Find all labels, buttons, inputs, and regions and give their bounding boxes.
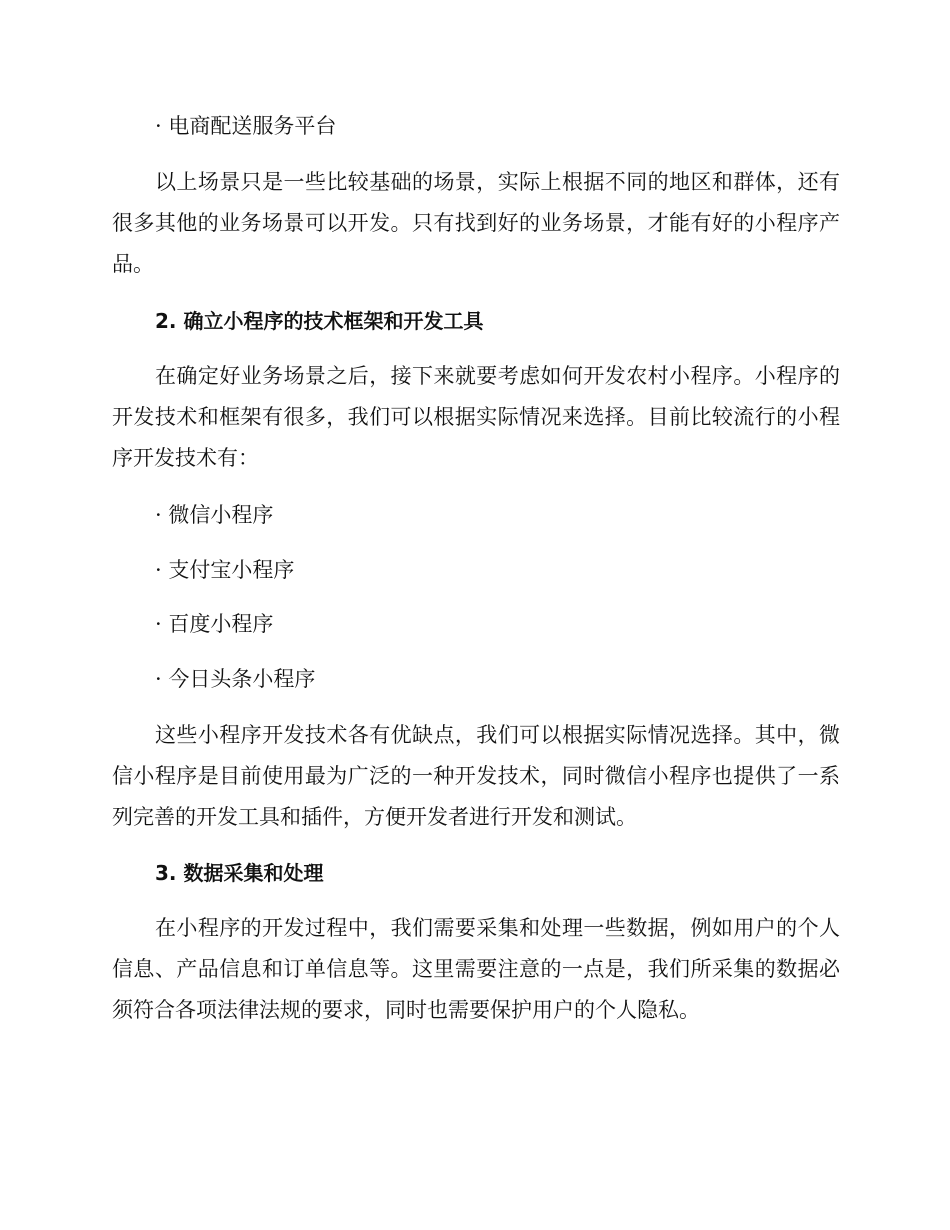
paragraph-dev-tech-intro: 在确定好业务场景之后，接下来就要考虑如何开发农村小程序。小程序的开发技术和框架有很多，我们可以根据实际情况来选择。目前比较流行的小程序开发技术有： <box>112 364 840 470</box>
section-heading-data: 3. 数据采集和处理 <box>155 861 324 885</box>
paragraph-tech-comparison: 这些小程序开发技术各有优缺点，我们可以根据实际情况选择。其中，微信小程序是目前使用最为广泛的一种开发技术，同时微信小程序也提供了一系列完善的开发工具和插件，方便开发者进行开发和测试。 <box>112 723 840 829</box>
bullet-item-alipay: · 支付宝小程序 <box>155 558 295 582</box>
paragraph-data-collection: 在小程序的开发过程中，我们需要采集和处理一些数据，例如用户的个人信息、产品信息和订单信息等。这里需要注意的一点是，我们所采集的数据必须符合各项法律法规的要求，同时也需要保护用户的个人隐私。 <box>112 916 840 1022</box>
bullet-item-toutiao: · 今日头条小程序 <box>155 667 316 691</box>
bullet-item-ecommerce-delivery: · 电商配送服务平台 <box>155 114 337 138</box>
paragraph-scenarios-summary: 以上场景只是一些比较基础的场景，实际上根据不同的地区和群体，还有很多其他的业务场景可以开发。只有找到好的业务场景，才能有好的小程序产品。 <box>112 170 840 276</box>
bullet-item-wechat: · 微信小程序 <box>155 503 274 527</box>
section-heading-tech-framework: 2. 确立小程序的技术框架和开发工具 <box>155 309 484 333</box>
bullet-item-baidu: · 百度小程序 <box>155 612 274 636</box>
